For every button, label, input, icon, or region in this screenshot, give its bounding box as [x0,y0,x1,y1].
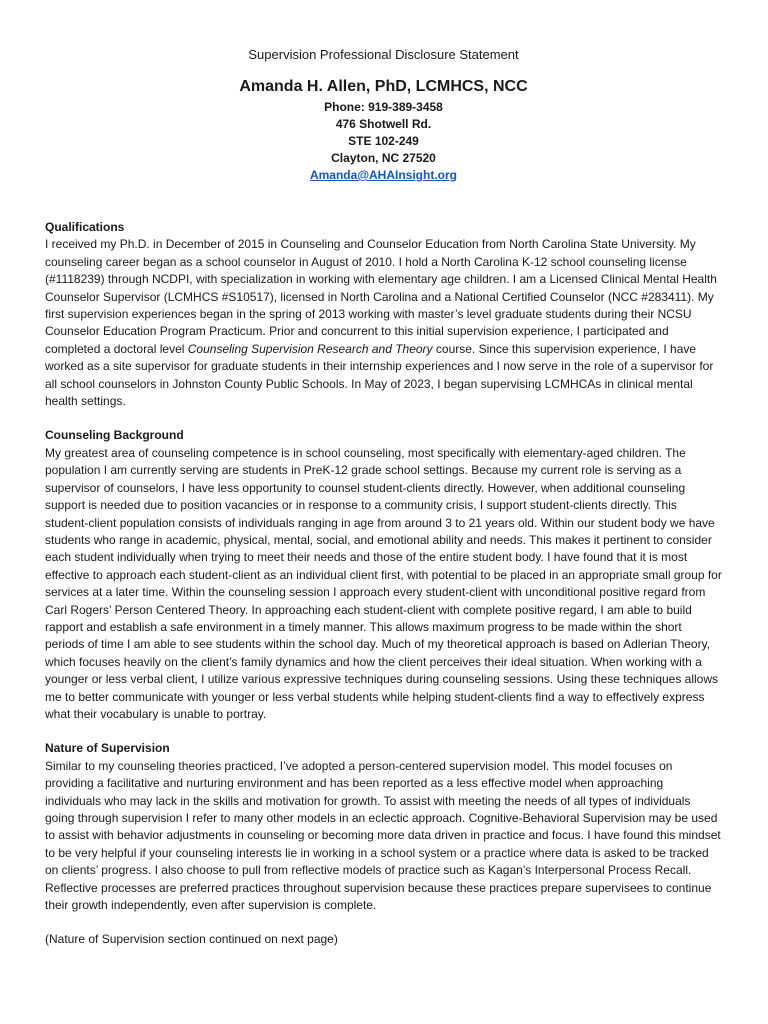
qualifications-text [45,236,722,410]
counseling-background-heading: Counseling Background [45,428,184,443]
qualifications-text-part-2: course. Since this supervision experience, I have worked as a site supervisor for graduate students in their internship experiences and I now serve in the role of a supervisor for all school counselors in Johnston County Public Schools. In May of 2023, I began supervising LCMHCAs in clinical mental health settings. [45,341,714,409]
continued-note: (Nature of Supervision section continued on next page) [45,932,338,947]
header-spacer [45,184,722,219]
course-title: Counseling Supervision Research and Theory [187,341,433,356]
nature-of-supervision-section [45,740,722,914]
email-link[interactable]: Amanda@AHAInsight.org [309,168,458,182]
nature-of-supervision-text: Similar to my counseling theories practiced, I’ve adopted a person-centered supervision model. This model focuses on providing a facilitative and nurturing environment and has been reported as a less effective model when approaching individuals who may lack in the skills and motivation for growth. To assist with meeting the needs of all types of individuals going through supervision I refer to many other models in an eclectic approach. Cognitive-Behavioral Supervision may be used to assist with behavior adjustments in counseling or becoming more data driven in practice and focus. I have found this mindset to be very helpful if your counseling interests lie in working in a school system or a practice where data is asked to be tracked on clients’ progress. I also choose to pull from reflective models of practice such as Kagan’s Interpersonal Process Recall. Reflective processes are preferred practices throughout supervision because these practices prepare supervisees to continue their growth independently, even after supervision is complete. [45,758,721,913]
qualifications-section [45,219,722,410]
address-line-2: STE 102-249 [348,134,419,148]
document-title: Supervision Professional Disclosure Statement [248,47,519,62]
author-name: Amanda H. Allen, PhD, LCMHCS, NCC [239,78,528,95]
city-state-zip: Clayton, NC 27520 [331,151,436,165]
phone-number: Phone: 919-389-3458 [324,100,443,114]
counseling-background-section [45,427,722,723]
nature-of-supervision-heading: Nature of Supervision [45,741,170,756]
qualifications-text-part-1: I received my Ph.D. in December of 2015 in Counseling and Counselor Education from North Carolina State University. My counseling career began as a school counselor in August of 2010. I hold a North Carolina K-12 school counseling license (#1118239) through NCDPI, with specialization in working with elementary age children. I am a Licensed Clinical Mental Health Counselor Supervisor (LCMHCS #S10517), licensed in North Carolina and a National Certified Counselor (NCC #283411). My first supervision experiences began in the spring of 2013 working with master’s level graduate students during their NCSU Counselor Education Program Practicum. Prior and concurrent to this initial supervision experience, I participated and completed a doctoral level [45,237,717,356]
address-line-1: 476 Shotwell Rd. [335,117,432,131]
counseling-background-text: My greatest area of counseling competence is in school counseling, most specifically with elementary-aged children. The population I am currently serving are students in PreK-12 grade school settings. Because my current role is serving as a supervisor of counselors, I have less opportunity to counsel student-clients directly. However, when additional counseling support is needed due to position vacancies or in response to a community crisis, I support student-clients directly. This student-client population consists of individuals ranging in age from around 3 to 21 years old. Within our student body we have students who range in academic, physical, mental, social, and emotional ability and needs. This makes it pertinent to consider each student individually when trying to meet their needs and those of the entire student body. I have found that it is most effective to approach each student-client as an individual client first, with potential to be placed in an appropriate small group for services at a later time. Within the counseling session I approach every student-client with unconditional positive regard from Carl Rogers’ Person Centered Theory. In approaching each student-client with complete positive regard, I am able to build rapport and establish a safe environment in a timely manner. This allows maximum progress to be made within the short periods of time I am able to see students within the school day. Much of my theoretical approach is based on Adlerian Theory, which focuses heavily on the client’s family dynamics and how the client perceives their ideal situation. When working with a younger or less verbal client, I utilize various expressive techniques during counseling sessions. Using these techniques allows me to better communicate with younger or less verbal students while helping student-clients find a way to effectively express what their vocabulary is unable to portray. [45,445,722,721]
qualifications-heading: Qualifications [45,220,125,234]
